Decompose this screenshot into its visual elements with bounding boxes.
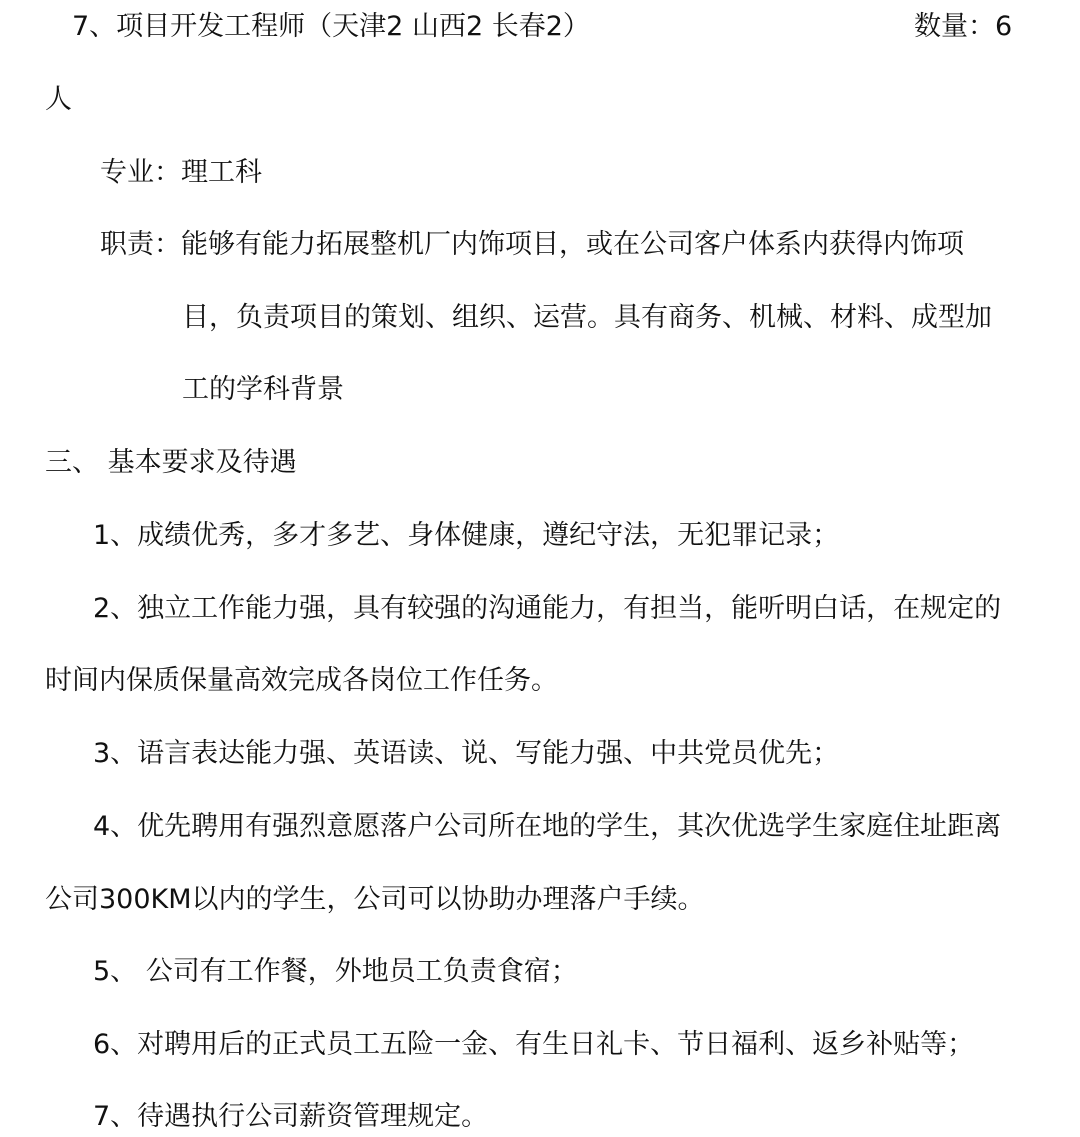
job7-title: 7、项目开发工程师（天津2 山西2 长春2） <box>72 11 590 42</box>
requirement-item-continued: 时间内保质保量高效完成各岗位工作任务。 <box>45 665 558 696</box>
job7-count-wrap: 人 <box>45 84 72 115</box>
requirement-item: 7、待遇执行公司薪资管理规定。 <box>93 1101 489 1132</box>
requirement-item: 4、优先聘用有强烈意愿落户公司所在地的学生，其次优选学生家庭住址距离 <box>93 811 1002 842</box>
job7-duty-line1: 职责：能够有能力拓展整机厂内饰项目，或在公司客户体系内获得内饰项 <box>100 229 964 260</box>
section3-heading: 三、 基本要求及待遇 <box>45 447 297 478</box>
job7-major: 专业：理工科 <box>100 157 262 188</box>
requirement-item-continued: 公司300KM以内的学生，公司可以协助办理落户手续。 <box>45 884 705 915</box>
requirement-item: 1、成绩优秀，多才多艺、身体健康，遵纪守法，无犯罪记录； <box>93 520 840 551</box>
requirement-item: 2、独立工作能力强，具有较强的沟通能力，有担当，能听明白话，在规定的 <box>93 593 1002 624</box>
job7-count: 数量：6 <box>914 11 1013 42</box>
requirement-item: 3、语言表达能力强、英语读、说、写能力强、中共党员优先； <box>93 738 840 769</box>
requirement-item: 5、 公司有工作餐，外地员工负责食宿； <box>93 956 578 987</box>
requirement-item: 6、对聘用后的正式员工五险一金、有生日礼卡、节日福利、返乡补贴等； <box>93 1029 975 1060</box>
job7-duty-line3: 工的学科背景 <box>182 374 344 405</box>
job7-duty-line2: 目，负责项目的策划、组织、运营。具有商务、机械、材料、成型加 <box>182 302 992 333</box>
